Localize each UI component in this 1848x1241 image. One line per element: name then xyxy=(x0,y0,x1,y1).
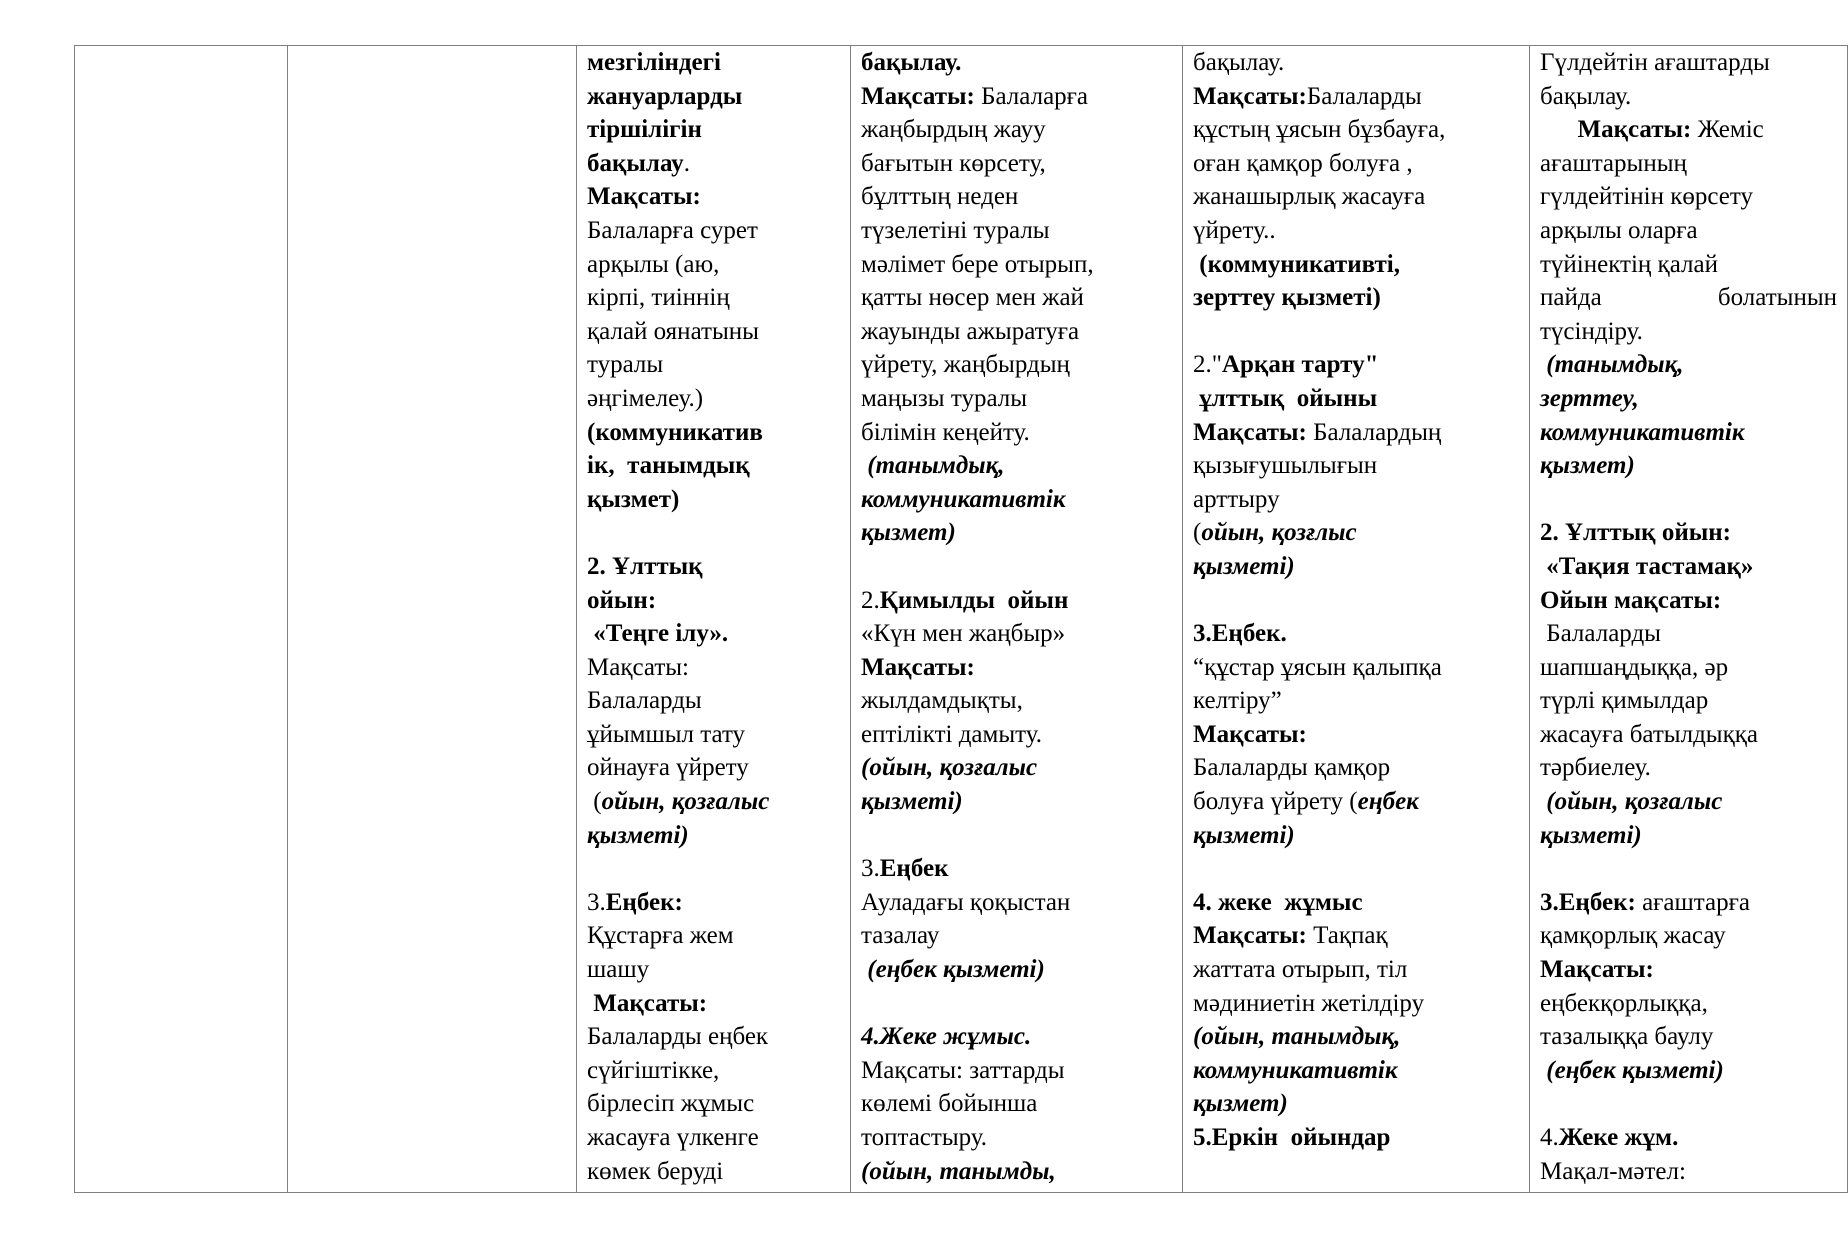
text-line xyxy=(1193,1121,1519,1155)
text-line xyxy=(861,416,1172,450)
text-line xyxy=(1193,315,1519,349)
text-line xyxy=(1540,214,1837,248)
text-line xyxy=(1540,617,1837,651)
text-line xyxy=(1193,886,1519,920)
text-line xyxy=(861,617,1172,651)
text-run: жаттата отырып, тіл xyxy=(1193,956,1408,984)
text-run: қызмет) xyxy=(861,519,956,547)
text-run: ұлттық ойыны xyxy=(1193,384,1378,412)
text-line xyxy=(861,248,1172,282)
text-run: жаңбырдың жауу xyxy=(861,116,1046,144)
text-line xyxy=(587,46,840,80)
text-line xyxy=(587,718,840,752)
text-run: білімін кеңейту. xyxy=(861,418,1030,446)
text-run: бақылау. xyxy=(1540,82,1632,110)
text-line xyxy=(861,1054,1172,1088)
text-line xyxy=(1540,852,1837,886)
text-line xyxy=(861,550,1172,584)
text-run: . xyxy=(683,149,690,177)
empty-cell-1 xyxy=(75,46,288,1193)
text-run: қызмет) xyxy=(1193,1090,1288,1118)
text-run: (коммуникатив xyxy=(587,418,763,446)
lesson-plan-table xyxy=(74,45,1848,1193)
text-run: қамқорлық жасау xyxy=(1540,922,1726,950)
text-line xyxy=(861,1020,1172,1054)
text-line xyxy=(1540,46,1837,80)
text-run: «Тақия тастамақ» xyxy=(1540,552,1754,580)
text-line xyxy=(1540,382,1837,416)
text-run: Мақсаты: xyxy=(587,183,701,211)
text-run: көмек беруді xyxy=(587,1157,724,1185)
text-line xyxy=(1540,416,1837,450)
text-run: Ойын мақсаты: xyxy=(1540,586,1722,614)
text-line xyxy=(587,214,840,248)
text-line xyxy=(587,785,840,819)
text-run: ойын: xyxy=(587,586,657,614)
text-line xyxy=(587,382,840,416)
text-line xyxy=(861,147,1172,181)
text-run: Жеміс xyxy=(1691,116,1764,144)
text-line xyxy=(587,449,840,483)
text-line xyxy=(1540,718,1837,752)
text-line xyxy=(1193,382,1519,416)
text-line xyxy=(1193,617,1519,651)
text-run: тәрбиелеу. xyxy=(1540,754,1651,782)
text-run: 3.Еңбек. xyxy=(1193,620,1287,648)
text-line xyxy=(1540,1054,1837,1088)
text-run: келтіру” xyxy=(1193,687,1282,715)
text-line xyxy=(1193,919,1519,953)
text-line xyxy=(1540,1087,1837,1121)
text-run: (ойын, танымды, xyxy=(861,1157,1056,1185)
text-run: болуға үйрету ( xyxy=(1193,788,1358,816)
text-line xyxy=(1193,46,1519,80)
text-run: Балаларды xyxy=(1306,82,1422,110)
text-line xyxy=(1540,785,1837,819)
text-run: коммуникативтік xyxy=(1193,1056,1398,1084)
text-run: түрлі қимылдар xyxy=(1540,687,1709,715)
text-run: коммуникативтік xyxy=(861,485,1066,513)
text-line xyxy=(1193,584,1519,618)
text-run: Мақал-мәтел: xyxy=(1540,1157,1686,1185)
text-run: ағаштарының xyxy=(1540,149,1687,177)
text-run: Еңбек: xyxy=(605,888,683,916)
table-row xyxy=(75,46,1848,1193)
text-run: түсіндіру. xyxy=(1540,317,1643,345)
text-run: 4.Жеке жұмыс. xyxy=(861,1023,1032,1051)
text-run: жанашырлық жасауға xyxy=(1193,183,1426,211)
text-run: гүлдейтінін көрсету xyxy=(1540,183,1753,211)
walk-plan-cell-5 xyxy=(1183,46,1530,1193)
text-run: Балалардың xyxy=(1306,418,1442,446)
text-line xyxy=(587,1121,840,1155)
text-run: жасауға батылдыққа xyxy=(1540,720,1758,748)
text-line xyxy=(1540,315,1837,349)
text-line xyxy=(861,449,1172,483)
text-run: жылдамдықты, xyxy=(861,687,1023,715)
text-run: Арқан тарту" xyxy=(1221,351,1379,379)
text-line xyxy=(587,315,840,349)
text-line xyxy=(861,348,1172,382)
text-run: (еңбек қызметі) xyxy=(1540,1056,1724,1084)
text-run: «Күн мен жаңбыр» xyxy=(861,620,1066,648)
text-line xyxy=(1193,449,1519,483)
text-run: бақылау. xyxy=(861,49,962,76)
text-run: Құстарға жем xyxy=(587,922,734,950)
text-line xyxy=(1193,348,1519,382)
text-run: Мақсаты: xyxy=(1193,82,1307,110)
text-run: Балаларды xyxy=(587,687,702,715)
text-line xyxy=(1540,684,1837,718)
text-line xyxy=(587,483,840,517)
text-run: қызметі) xyxy=(861,788,963,816)
text-run: ағаштарға xyxy=(1635,888,1750,916)
text-run: 5.Еркін ойындар xyxy=(1193,1124,1391,1151)
text-run: түзелетіні туралы xyxy=(861,216,1050,244)
text-line xyxy=(861,718,1172,752)
text-line xyxy=(861,315,1172,349)
text-run: мезгіліндегі xyxy=(587,49,721,76)
text-line xyxy=(1540,449,1837,483)
walk-plan-cell-3 xyxy=(577,46,851,1193)
text-line xyxy=(861,785,1172,819)
text-line xyxy=(861,80,1172,114)
text-run: арттыру xyxy=(1193,485,1280,513)
text-line xyxy=(1193,80,1519,114)
text-line xyxy=(1540,180,1837,214)
text-line xyxy=(587,80,840,114)
text-run: жануарларды xyxy=(587,82,743,110)
text-line xyxy=(861,751,1172,785)
text-run: ойын, қозғалыс xyxy=(601,788,770,816)
text-line xyxy=(861,852,1172,886)
text-line xyxy=(587,348,840,382)
text-line xyxy=(587,416,840,450)
text-line xyxy=(587,281,840,315)
text-line xyxy=(1540,113,1837,147)
text-line xyxy=(1540,147,1837,181)
text-run: қызметі) xyxy=(1193,821,1295,849)
text-line xyxy=(1540,348,1837,382)
text-line xyxy=(587,852,840,886)
text-run: бұлттың неден xyxy=(861,183,1019,211)
text-line xyxy=(1193,718,1519,752)
text-run: мәдиниетін жетілдіру xyxy=(1193,989,1425,1017)
text-line xyxy=(1193,516,1519,550)
text-line xyxy=(861,684,1172,718)
text-run: Тақпақ xyxy=(1306,922,1388,950)
text-run: 3.Еңбек: xyxy=(1540,888,1636,916)
text-line xyxy=(1540,281,1837,315)
text-run: құстың ұясын бұзбауға, xyxy=(1193,116,1446,144)
text-line xyxy=(861,516,1172,550)
text-line xyxy=(1193,953,1519,987)
text-line xyxy=(861,886,1172,920)
text-run: 3. xyxy=(861,855,880,883)
text-run: ( xyxy=(1193,519,1202,547)
text-run: ойын, қозғлыс xyxy=(1201,519,1357,547)
text-run: Мақсаты: xyxy=(861,653,975,681)
text-line xyxy=(587,919,840,953)
text-run: 2. Ұлттық xyxy=(587,552,703,580)
text-run: коммуникативтік xyxy=(1540,418,1745,446)
text-line xyxy=(861,1121,1172,1155)
text-line xyxy=(587,751,840,785)
text-line xyxy=(1540,248,1837,282)
text-line xyxy=(1540,584,1837,618)
text-line xyxy=(861,651,1172,685)
text-line xyxy=(587,147,840,181)
text-run: Балаларға xyxy=(974,82,1089,110)
text-run: қызметі) xyxy=(587,821,689,849)
text-line xyxy=(587,1020,840,1054)
text-line xyxy=(861,483,1172,517)
text-run: бірлесіп жұмыс xyxy=(587,1090,755,1118)
text-run: зерттеу, xyxy=(1540,384,1639,412)
text-run: тазалау xyxy=(861,922,940,950)
text-run: Гүлдейтін ағаштарды xyxy=(1540,49,1770,76)
text-line xyxy=(861,584,1172,618)
text-line xyxy=(587,180,840,214)
text-run: «Теңге ілу». xyxy=(587,620,729,648)
text-line xyxy=(861,382,1172,416)
text-run: Еңбек xyxy=(879,855,949,883)
text-line xyxy=(587,1155,840,1189)
text-run: маңызы туралы xyxy=(861,384,1028,412)
text-run: әңгімелеу.) xyxy=(587,384,704,412)
text-run: Балаларды xyxy=(1540,620,1661,648)
text-line xyxy=(1540,651,1837,685)
text-line xyxy=(587,1087,840,1121)
text-line xyxy=(1193,416,1519,450)
text-word: болатынын xyxy=(1717,284,1837,312)
text-run: “құстар ұясын қалыпқа xyxy=(1193,653,1442,681)
text-line xyxy=(1540,819,1837,853)
text-run: Ауладағы қоқыстан xyxy=(861,888,1071,916)
text-run: сүйгіштікке, xyxy=(587,1056,720,1084)
text-run: үйрету.. xyxy=(1193,216,1276,244)
text-run: Мақсаты: заттарды xyxy=(861,1056,1065,1084)
text-word: пайда xyxy=(1540,284,1602,312)
text-line xyxy=(587,819,840,853)
text-line xyxy=(1193,819,1519,853)
text-line xyxy=(1540,1155,1837,1189)
text-line xyxy=(1540,483,1837,517)
text-run: арқылы (аю, xyxy=(587,250,720,278)
text-run: жасауға үлкенге xyxy=(587,1124,759,1151)
text-line xyxy=(587,651,840,685)
text-line xyxy=(861,987,1172,1021)
text-line xyxy=(587,953,840,987)
text-run: қызметі) xyxy=(1540,821,1642,849)
text-line xyxy=(1540,886,1837,920)
text-run: ептілікті дамыту. xyxy=(861,720,1042,748)
text-run: арқылы оларға xyxy=(1540,216,1698,244)
text-line xyxy=(1540,1020,1837,1054)
text-run: 2." xyxy=(1193,351,1222,379)
text-line xyxy=(587,987,840,1021)
text-line xyxy=(1193,751,1519,785)
text-run: Балаларды қамқор xyxy=(1193,754,1391,782)
text-line xyxy=(1193,1020,1519,1054)
text-run: қатты нөсер мен жай xyxy=(861,284,1084,312)
text-run: Мақсаты: xyxy=(861,82,975,110)
text-line xyxy=(861,281,1172,315)
text-line xyxy=(1540,1121,1837,1155)
text-line xyxy=(1540,751,1837,785)
text-run: туралы xyxy=(587,351,664,379)
text-run: (ойын, қозғалыс xyxy=(1540,788,1723,816)
text-run: еңбек xyxy=(1357,788,1419,816)
text-line xyxy=(861,46,1172,80)
text-line xyxy=(1193,248,1519,282)
text-run: қызығушылығын xyxy=(1193,452,1378,480)
text-run: (танымдық, xyxy=(1540,351,1684,379)
text-run: бағытын көрсету, xyxy=(861,149,1046,177)
text-line xyxy=(1540,953,1837,987)
text-run: Мақсаты: xyxy=(1193,720,1307,748)
text-line xyxy=(1193,785,1519,819)
text-line xyxy=(1540,919,1837,953)
text-run: шашу xyxy=(587,956,650,984)
text-run: 3. xyxy=(587,888,606,916)
text-line xyxy=(861,180,1172,214)
text-line xyxy=(1540,550,1837,584)
text-line xyxy=(1193,987,1519,1021)
text-run: ік, танымдық xyxy=(587,452,750,480)
text-run: бақылау xyxy=(587,149,684,177)
text-line xyxy=(1540,987,1837,1021)
text-line xyxy=(1193,550,1519,584)
text-run: топтастыру. xyxy=(861,1124,988,1151)
text-run: қызметі) xyxy=(1193,552,1295,580)
text-run: Балаларға сурет xyxy=(587,216,758,244)
text-run: бақылау. xyxy=(1193,49,1285,76)
text-line xyxy=(1193,684,1519,718)
text-line xyxy=(587,1054,840,1088)
text-run: тіршілігін xyxy=(587,116,702,144)
text-run: қызмет) xyxy=(1540,452,1635,480)
text-line xyxy=(1193,281,1519,315)
text-run: Мақсаты: xyxy=(1193,922,1307,950)
text-run: Мақсаты: xyxy=(1193,418,1307,446)
text-line xyxy=(1193,147,1519,181)
text-run: Мақсаты: xyxy=(587,653,689,681)
text-run: 2. Ұлттық ойын: xyxy=(1540,519,1731,547)
text-run: Мақсаты: xyxy=(587,989,708,1017)
text-run: ұйымшыл тату xyxy=(587,720,746,748)
text-line xyxy=(1193,113,1519,147)
text-run: ойнауға үйрету xyxy=(587,754,749,782)
text-line xyxy=(1193,483,1519,517)
text-line xyxy=(1193,651,1519,685)
text-run: жауынды ажыратуға xyxy=(861,317,1080,345)
text-run: ( xyxy=(587,788,602,816)
text-run: Мақсаты: xyxy=(1540,956,1654,984)
text-run: 4. жеке жұмыс xyxy=(1193,888,1363,916)
text-line xyxy=(587,248,840,282)
text-run: тазалыққа баулу xyxy=(1540,1023,1714,1051)
text-line xyxy=(861,819,1172,853)
text-run: (ойын, қозғалыс xyxy=(861,754,1038,782)
text-line xyxy=(587,113,840,147)
text-run: түйінектің қалай xyxy=(1540,250,1718,278)
text-line xyxy=(587,584,840,618)
text-line xyxy=(861,1155,1172,1189)
text-run: (коммуникативті, xyxy=(1193,250,1400,278)
text-run: (танымдық, xyxy=(861,452,1005,480)
text-line xyxy=(587,684,840,718)
text-run: Балаларды еңбек xyxy=(587,1023,769,1051)
text-run: шапшаңдыққа, әр xyxy=(1540,653,1729,681)
text-run: үйрету, жаңбырдың xyxy=(861,351,1070,379)
empty-cell-2 xyxy=(288,46,577,1193)
text-run: мәлімет бере отырып, xyxy=(861,250,1094,278)
text-run: кірпі, тиіннің xyxy=(587,284,730,312)
text-run: 2. xyxy=(861,586,880,614)
text-line xyxy=(587,886,840,920)
text-line xyxy=(861,953,1172,987)
text-run: қызмет) xyxy=(587,485,680,513)
text-line xyxy=(861,919,1172,953)
text-run: Қимылды ойын xyxy=(879,586,1069,614)
text-line xyxy=(1193,180,1519,214)
text-line xyxy=(861,113,1172,147)
text-run: еңбекқорлыққа, xyxy=(1540,989,1708,1017)
text-run: (еңбек қызметі) xyxy=(861,956,1045,984)
text-line xyxy=(587,617,840,651)
text-line xyxy=(587,516,840,550)
text-run: (ойын, танымдық, xyxy=(1193,1023,1401,1051)
text-run: Мақсаты: xyxy=(1540,116,1692,144)
text-line xyxy=(1540,80,1837,114)
text-line xyxy=(1193,852,1519,886)
text-run: көлемі бойынша xyxy=(861,1090,1038,1118)
text-line xyxy=(861,1087,1172,1121)
text-run: зерттеу қызметі) xyxy=(1193,284,1381,312)
text-line xyxy=(1193,214,1519,248)
text-run: Жеке жұм. xyxy=(1558,1124,1679,1151)
walk-plan-cell-6 xyxy=(1530,46,1848,1193)
text-run: оған қамқор болуға , xyxy=(1193,149,1413,177)
text-line xyxy=(1193,1087,1519,1121)
text-run: 4. xyxy=(1540,1124,1559,1151)
text-line xyxy=(1540,516,1837,550)
text-line xyxy=(1193,1054,1519,1088)
text-line xyxy=(861,214,1172,248)
walk-plan-cell-4 xyxy=(851,46,1183,1193)
text-line xyxy=(587,550,840,584)
text-run: қалай оянатыны xyxy=(587,317,759,345)
